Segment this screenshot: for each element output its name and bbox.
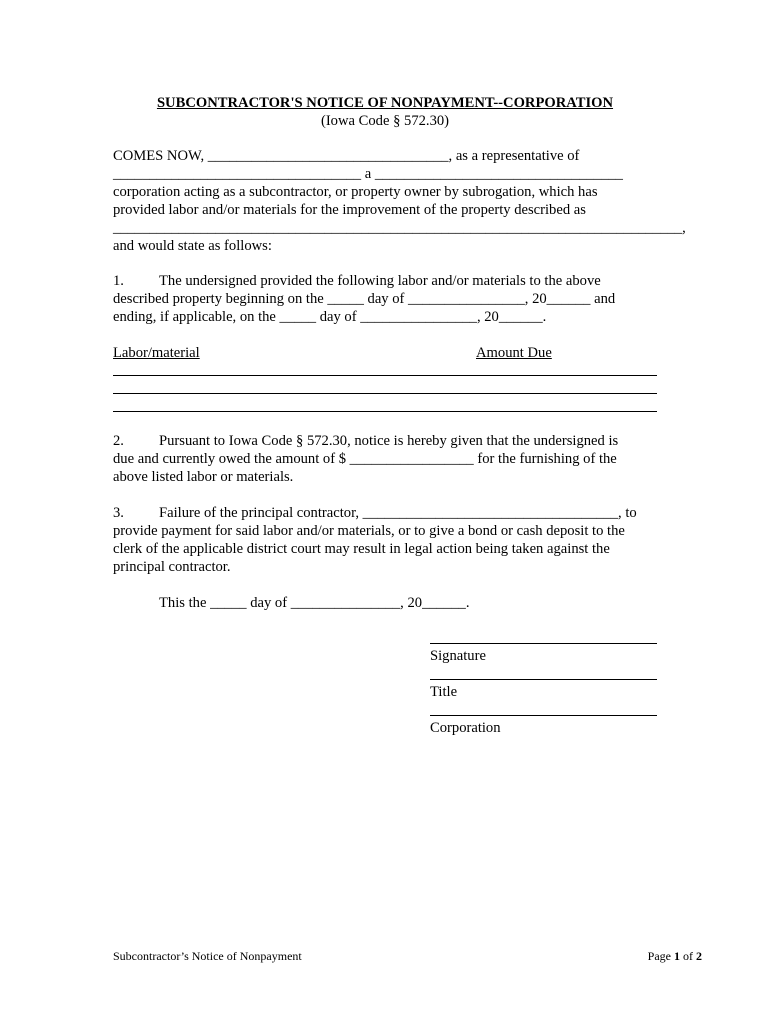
- table-blank-line-1: [113, 375, 657, 376]
- section-3-line-1: Failure of the principal contractor, ___________________________________, to: [159, 505, 637, 521]
- corporation-label: Corporation: [430, 720, 501, 736]
- dated-line: This the _____ day of _______________, 20______.: [159, 595, 470, 611]
- section-1-line-1: The undersigned provided the following labor and/or materials to the above: [159, 273, 601, 289]
- section-3-line-4: principal contractor.: [113, 559, 231, 575]
- document-subtitle: (Iowa Code § 572.30): [320, 113, 450, 129]
- section-2-line-2: due and currently owed the amount of $ _________________ for the furnishing of the: [113, 451, 617, 467]
- footer-page-number: [648, 949, 702, 963]
- section-1-number: 1.: [113, 273, 124, 289]
- section-1-line-3: ending, if applicable, on the _____ day of ________________, 20______.: [113, 309, 547, 325]
- section-1-line-2: described property beginning on the _____ day of ________________, 20______ and: [113, 291, 616, 307]
- section-3-line-3: clerk of the applicable district court may result in legal action being taken against the: [113, 541, 610, 557]
- page-current: 1: [674, 949, 680, 963]
- intro-line-3: corporation acting as a subcontractor, or property owner by subrogation, which has: [113, 184, 598, 200]
- section-3-number: 3.: [113, 505, 124, 521]
- signature-label: Signature: [430, 648, 486, 664]
- page-prefix: Page: [647, 949, 674, 963]
- title-line: [430, 679, 657, 680]
- document-title: [0, 94, 770, 112]
- footer-document-name: Subcontractor’s Notice of Nonpayment: [113, 949, 302, 963]
- section-2-line-3: above listed labor or materials.: [113, 469, 294, 485]
- table-blank-line-3: [113, 411, 657, 412]
- page-mid: of: [680, 949, 696, 963]
- intro-line-4: provided labor and/or materials for the improvement of the property described as: [113, 202, 586, 218]
- section-2-number: 2.: [113, 433, 124, 449]
- corporation-line: [430, 715, 657, 716]
- signature-line: [430, 643, 657, 644]
- intro-line-1: COMES NOW, _________________________________, as a representative of: [113, 148, 580, 164]
- title-label: Title: [430, 684, 458, 700]
- intro-line-2: __________________________________ a __________________________________: [113, 166, 623, 182]
- page-total: 2: [696, 949, 702, 963]
- intro-line-5: ______________________________________________________________________________,: [113, 220, 686, 236]
- section-2-line-1: Pursuant to Iowa Code § 572.30, notice is hereby given that the undersigned is: [159, 433, 619, 449]
- labor-material-header: Labor/material: [113, 345, 200, 361]
- table-blank-line-2: [113, 393, 657, 394]
- document-title-text: SUBCONTRACTOR'S NOTICE OF NONPAYMENT--CORPORATION: [156, 95, 614, 111]
- intro-line-6: and would state as follows:: [113, 238, 272, 254]
- section-3-line-2: provide payment for said labor and/or materials, or to give a bond or cash deposit to the: [113, 523, 625, 539]
- amount-due-header: Amount Due: [476, 345, 552, 361]
